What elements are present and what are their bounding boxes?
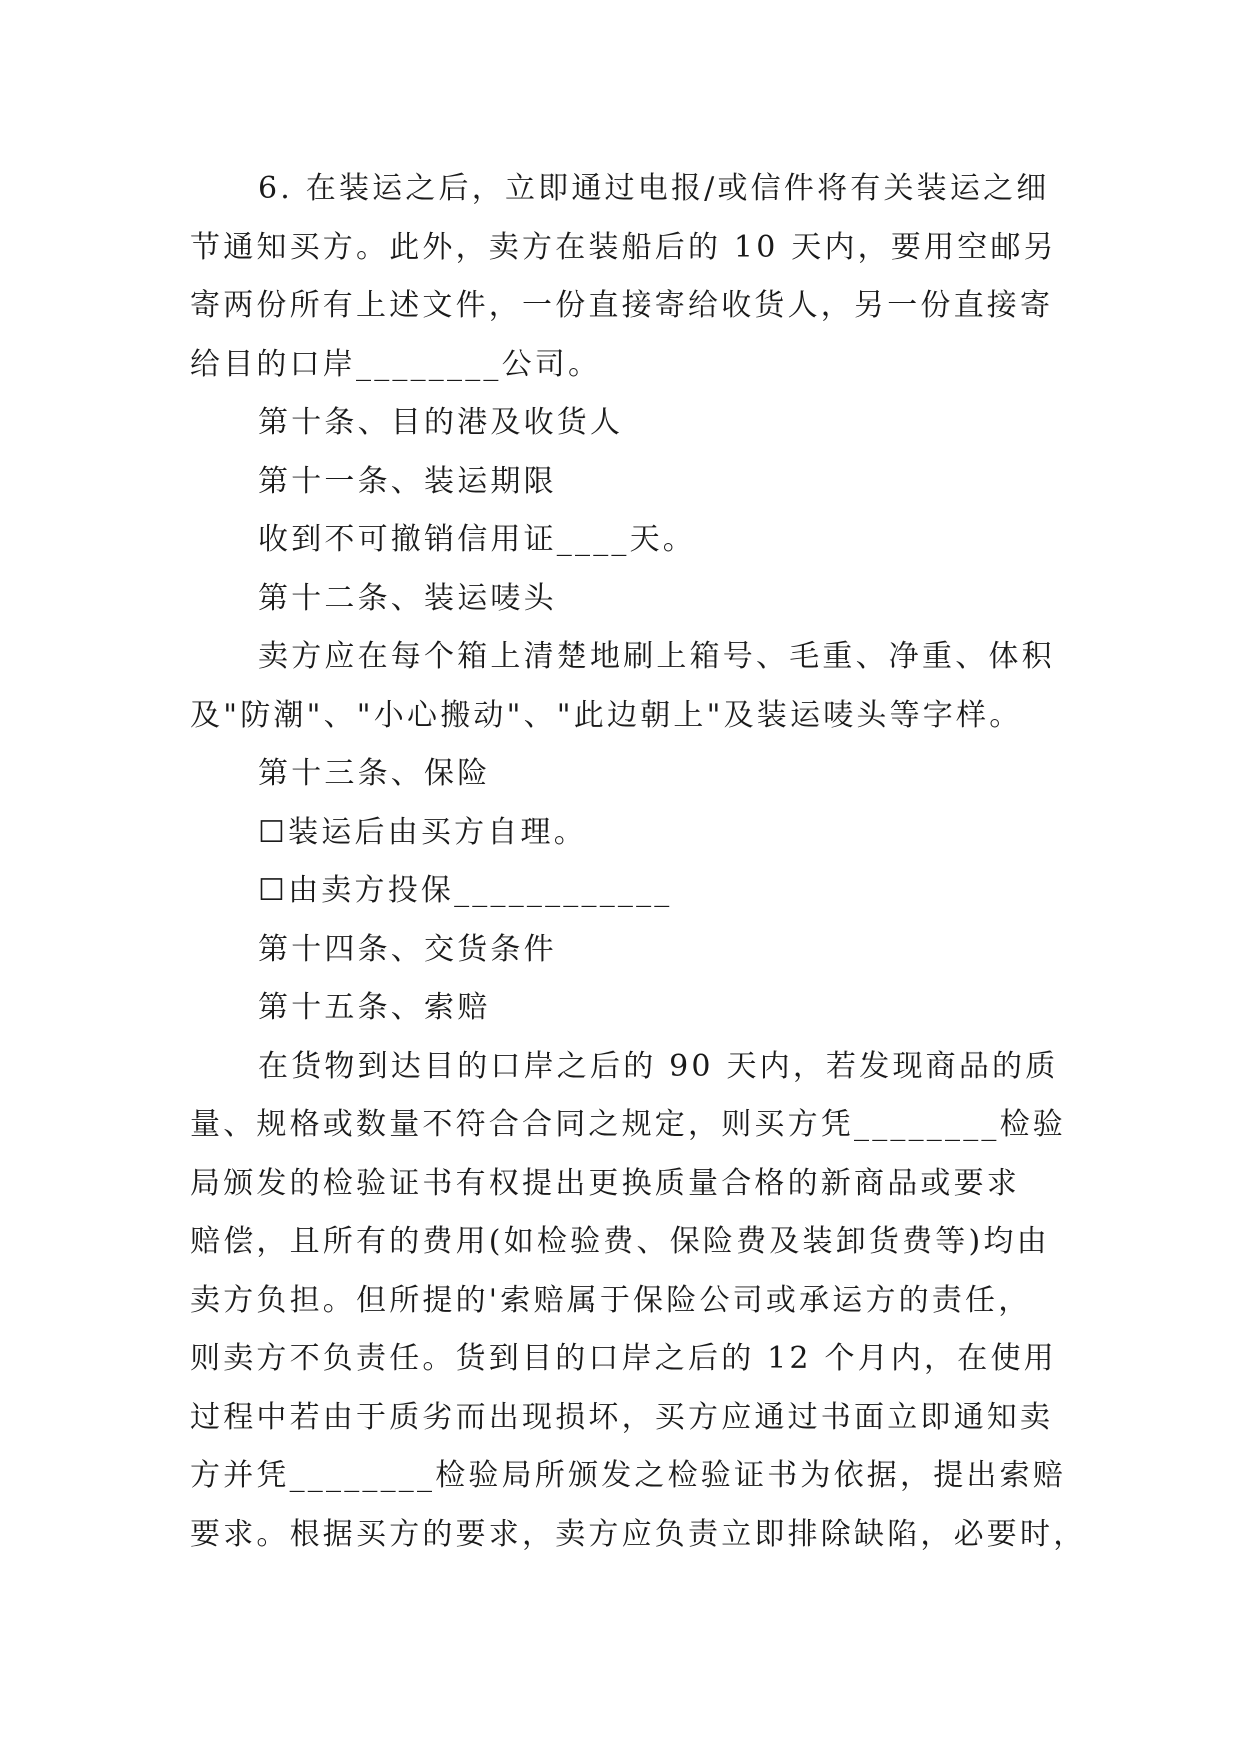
paragraph-line: 方并凭________检验局所颁发之检验证书为依据，提出索赔: [190, 1458, 1066, 1493]
paragraph-line: 要求。根据买方的要求，卖方应负责立即排除缺陷，必要时，: [190, 1516, 1087, 1552]
paragraph-line: 在货物到达目的口岸之后的 90 天内，若发现商品的质: [258, 1048, 1059, 1084]
paragraph-line: 局颁发的检验证书有权提出更换质量合格的新商品或要求: [190, 1165, 1020, 1201]
paragraph-line: 卖方应在每个箱上清楚地刷上箱号、毛重、净重、体积: [258, 639, 1055, 674]
article-heading: 第十一条、装运期限: [258, 463, 557, 499]
paragraph-line: 给目的口岸________公司。: [190, 346, 602, 382]
checkbox-option: ☐由卖方投保____________: [258, 873, 673, 908]
paragraph-line: 则卖方不负责任。货到目的口岸之后的 12 个月内，在使用: [190, 1341, 1057, 1376]
paragraph-line: 卖方负担。但所提的'索赔属于保险公司或承运方的责任，: [190, 1282, 1032, 1318]
paragraph-line: 过程中若由于质劣而出现损坏，买方应通过书面立即通知卖: [190, 1399, 1054, 1435]
paragraph-line: 量、规格或数量不符合合同之规定，则买方凭________检验: [190, 1107, 1066, 1142]
article-heading: 第十二条、装运唛头: [258, 580, 557, 616]
article-heading: 第十条、目的港及收货人: [258, 405, 624, 440]
article-heading: 第十五条、索赔: [258, 990, 491, 1025]
article-heading: 第十四条、交货条件: [258, 931, 557, 967]
paragraph-line: 6. 在装运之后，立即通过电报/或信件将有关装运之细: [258, 171, 1050, 206]
article-heading: 第十三条、保险: [258, 756, 491, 791]
paragraph-line: 收到不可撤销信用证____天。: [258, 522, 696, 557]
checkbox-option: ☐装运后由买方自理。: [258, 814, 587, 850]
paragraph-line: 节通知买方。此外，卖方在装船后的 10 天内，要用空邮另: [190, 229, 1057, 265]
paragraph-line: 寄两份所有上述文件，一份直接寄给收货人，另一份直接寄: [190, 288, 1054, 323]
paragraph-line: 及"防潮"、"小心搬动"、"此边朝上"及装运唛头等字样。: [190, 697, 1023, 733]
paragraph-line: 赔偿，且所有的费用(如检验费、保险费及装卸货费等)均由: [190, 1224, 1050, 1259]
document-page: [190, 160, 1087, 1564]
